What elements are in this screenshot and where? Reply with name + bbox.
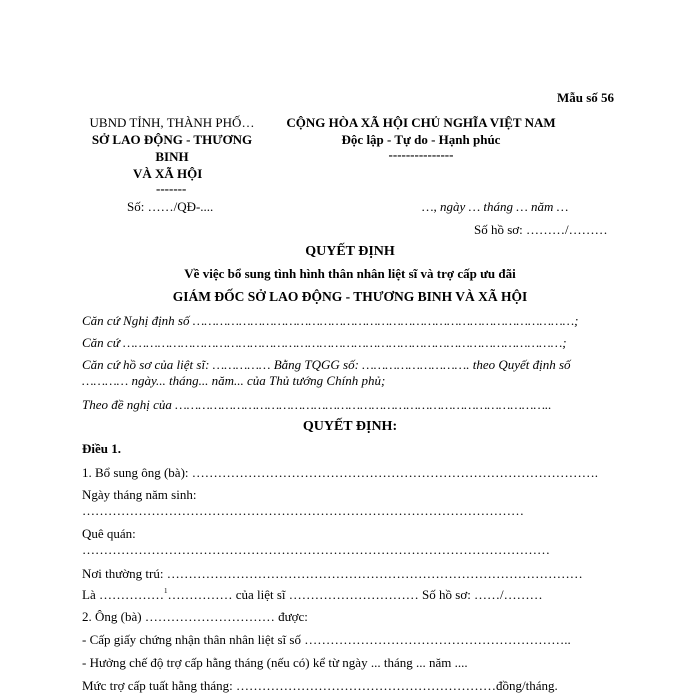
document-subject: Về việc bổ sung tình hình thân nhân liệt sĩ và trợ cấp ưu đãi [184, 266, 516, 281]
article-1-line-7-a: Là …………… [82, 587, 164, 602]
article-1-line-9: - Cấp giấy chứng nhận thân nhân liệt sĩ số …………………………………………………….. [82, 632, 571, 647]
article-1-line-6: Nơi thường trú: …………………………………………………………………………………… [82, 566, 583, 581]
article-1-heading: Điều 1. [82, 441, 121, 456]
footnote-ref-1: 1 [163, 587, 168, 595]
article-1-line-1: 1. Bổ sung ông (bà): …………………………………………………………………………………. [82, 465, 599, 480]
header-right-dashes: --------------- [388, 147, 454, 162]
basis-martyr-file-cont: ………… ngày... tháng... năm... của Thủ tướng Chính phủ; [82, 373, 386, 388]
header-left-department-cont: BINH [155, 149, 189, 164]
basis-other: Căn cứ ……………………………………………………………………………………………………; [82, 335, 567, 350]
basis-proposal: Theo đề nghị của …………………………………………………………………………………….. [82, 397, 552, 412]
file-number: Số hồ sơ: ………/……… [474, 222, 608, 237]
article-1-line-7-b: …………… của liệt sĩ ………………………… Số hồ sơ: ……/……… [167, 587, 543, 602]
header-right [276, 114, 566, 161]
header-left-department-cont2: VÀ XÃ HỘI [133, 166, 203, 181]
article-1-line-11: Mức trợ cấp tuất hằng tháng: ……………………………………………………đồng/tháng. [82, 678, 558, 693]
basis-decree: Căn cứ Nghị định số ………………………………………………………………………………………; [82, 313, 579, 328]
basis-martyr-file: Căn cứ hồ sơ của liệt sĩ: …………… Bằng TQGG số: ………………………. theo Quyết định số [82, 357, 571, 372]
issuing-authority: GIÁM ĐỐC SỞ LAO ĐỘNG - THƯƠNG BINH VÀ XÃ HỘI [172, 289, 528, 304]
form-code: Mẫu số 56 [557, 90, 615, 105]
decision-heading: QUYẾT ĐỊNH: [302, 419, 398, 434]
header-left-department: SỞ LAO ĐỘNG - THƯƠNG [91, 132, 253, 147]
article-1-line-7 [82, 587, 543, 603]
article-1-line-2: Ngày tháng năm sinh: [82, 487, 197, 502]
header-left-province: UBND TỈNH, THÀNH PHỐ… [89, 115, 255, 130]
article-1-line-5: ……………………………………………………………………………………………… [82, 542, 550, 557]
header-left [78, 114, 266, 195]
article-1-line-3: ………………………………………………………………………………………… [82, 503, 524, 518]
header-left-dashes: ------- [156, 181, 187, 196]
header-right-country: CỘNG HÒA XÃ HỘI CHỦ NGHĨA VIỆT NAM [286, 115, 556, 130]
document-title: QUYẾT ĐỊNH [305, 244, 395, 259]
document-number: Số: ……/QĐ-.... [127, 199, 214, 214]
document-date: …, ngày … tháng … năm … [422, 199, 569, 214]
article-1-line-10: - Hưởng chế độ trợ cấp hằng tháng (nếu có) kể từ ngày ... tháng ... năm .... [82, 655, 468, 670]
article-1-line-4: Quê quán: [82, 526, 136, 541]
header-right-motto: Độc lập - Tự do - Hạnh phúc [341, 132, 501, 147]
article-1-line-8: 2. Ông (bà) ………………………… được: [82, 609, 308, 624]
